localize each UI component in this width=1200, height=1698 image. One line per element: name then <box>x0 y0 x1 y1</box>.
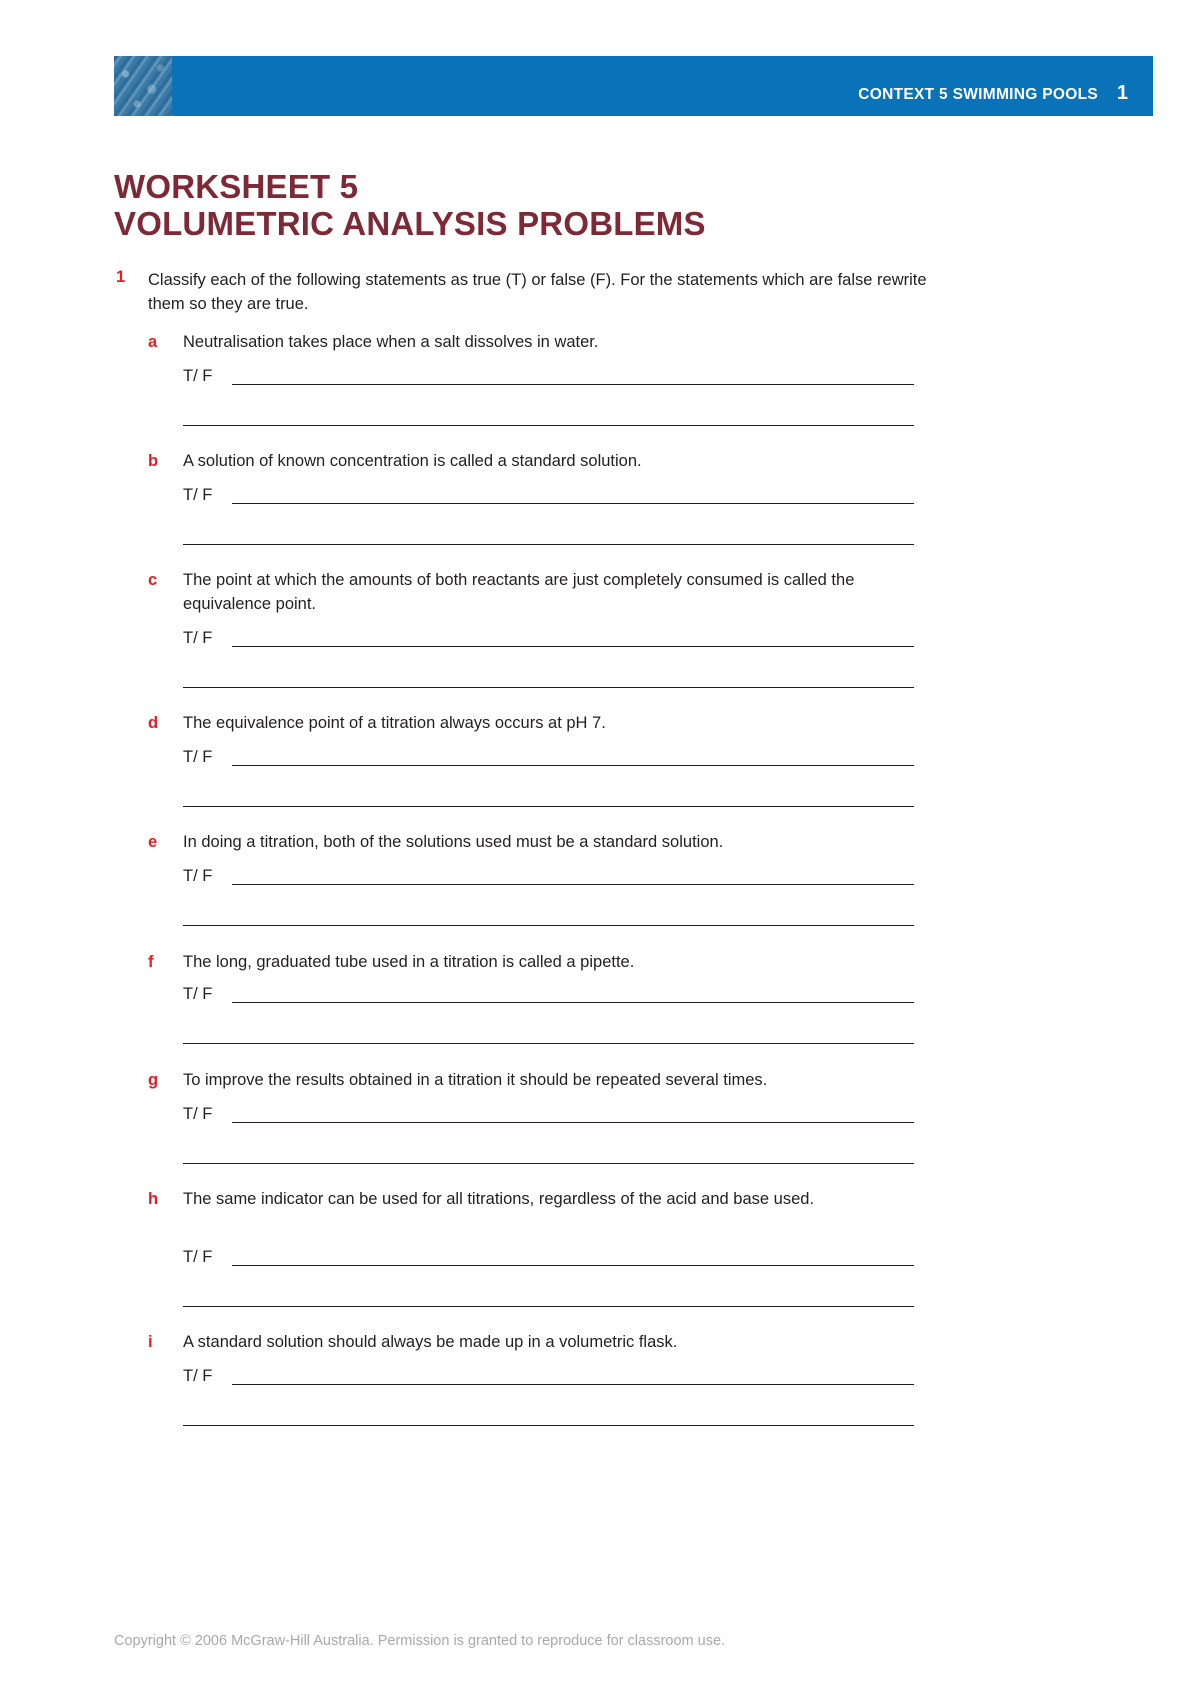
question-number: 1 <box>116 268 126 286</box>
answer-line[interactable] <box>183 1425 914 1426</box>
answer-line[interactable] <box>183 1306 914 1307</box>
answer-line[interactable] <box>232 384 914 385</box>
statement-text: The long, graduated tube used in a titration is called a pipette. <box>183 953 635 971</box>
statement-text: To improve the results obtained in a titration it should be repeated several times. <box>183 1071 768 1089</box>
context-label: CONTEXT 5 SWIMMING POOLS <box>858 86 1098 103</box>
statement-text: A standard solution should always be made up in a volumetric flask. <box>183 1333 678 1351</box>
page-number: 1 <box>1116 82 1128 104</box>
item-letter: i <box>148 1333 153 1351</box>
statement-text: A solution of known concentration is called a standard solution. <box>183 452 642 470</box>
answer-line[interactable] <box>183 925 914 926</box>
answer-line[interactable] <box>183 687 914 688</box>
item-letter: a <box>148 333 158 351</box>
statement-text: The same indicator can be used for all titrations, regardless of the acid and base used. <box>183 1190 815 1208</box>
item-letter: c <box>148 571 158 589</box>
answer-line[interactable] <box>232 1384 914 1385</box>
statement-text: Neutralisation takes place when a salt dissolves in water. <box>183 333 599 351</box>
copyright-footer: Copyright © 2006 McGraw-Hill Australia. Permission is granted to reproduce for classroom use. <box>114 1633 726 1649</box>
true-false-label: T/ F <box>183 867 213 885</box>
true-false-label: T/ F <box>183 1367 213 1385</box>
answer-line[interactable] <box>232 884 914 885</box>
item-letter: h <box>148 1190 159 1208</box>
statement-text: The point at which the amounts of both reactants are just completely consumed is called the equivalence point. <box>183 571 855 613</box>
header-band <box>114 56 1153 116</box>
page-title <box>114 168 706 242</box>
true-false-label: T/ F <box>183 1248 213 1266</box>
answer-line[interactable] <box>232 503 914 504</box>
true-false-label: T/ F <box>183 486 213 504</box>
answer-line[interactable] <box>183 1043 914 1044</box>
answer-line[interactable] <box>232 1122 914 1123</box>
true-false-label: T/ F <box>183 629 213 647</box>
answer-line[interactable] <box>232 646 914 647</box>
water-texture-image <box>114 56 172 116</box>
answer-line[interactable] <box>232 765 914 766</box>
answer-line[interactable] <box>232 1002 914 1003</box>
item-letter: f <box>148 953 154 971</box>
question-text: Classify each of the following statements as true (T) or false (F). For the statements which are false rewrite them so they are true. <box>148 271 927 313</box>
title-line-1: WORKSHEET 5 <box>114 168 359 205</box>
answer-line[interactable] <box>232 1265 914 1266</box>
title-line-2: VOLUMETRIC ANALYSIS PROBLEMS <box>114 205 706 242</box>
answer-line[interactable] <box>183 425 914 426</box>
answer-line[interactable] <box>183 806 914 807</box>
statement-text: In doing a titration, both of the solutions used must be a standard solution. <box>183 833 724 851</box>
item-letter: e <box>148 833 158 851</box>
item-letter: g <box>148 1071 159 1089</box>
true-false-label: T/ F <box>183 1105 213 1123</box>
item-letter: b <box>148 452 159 470</box>
answer-line[interactable] <box>183 544 914 545</box>
true-false-label: T/ F <box>183 367 213 385</box>
item-letter: d <box>148 714 159 732</box>
answer-line[interactable] <box>183 1163 914 1164</box>
statement-text: The equivalence point of a titration always occurs at pH 7. <box>183 714 606 732</box>
true-false-label: T/ F <box>183 985 213 1003</box>
true-false-label: T/ F <box>183 748 213 766</box>
